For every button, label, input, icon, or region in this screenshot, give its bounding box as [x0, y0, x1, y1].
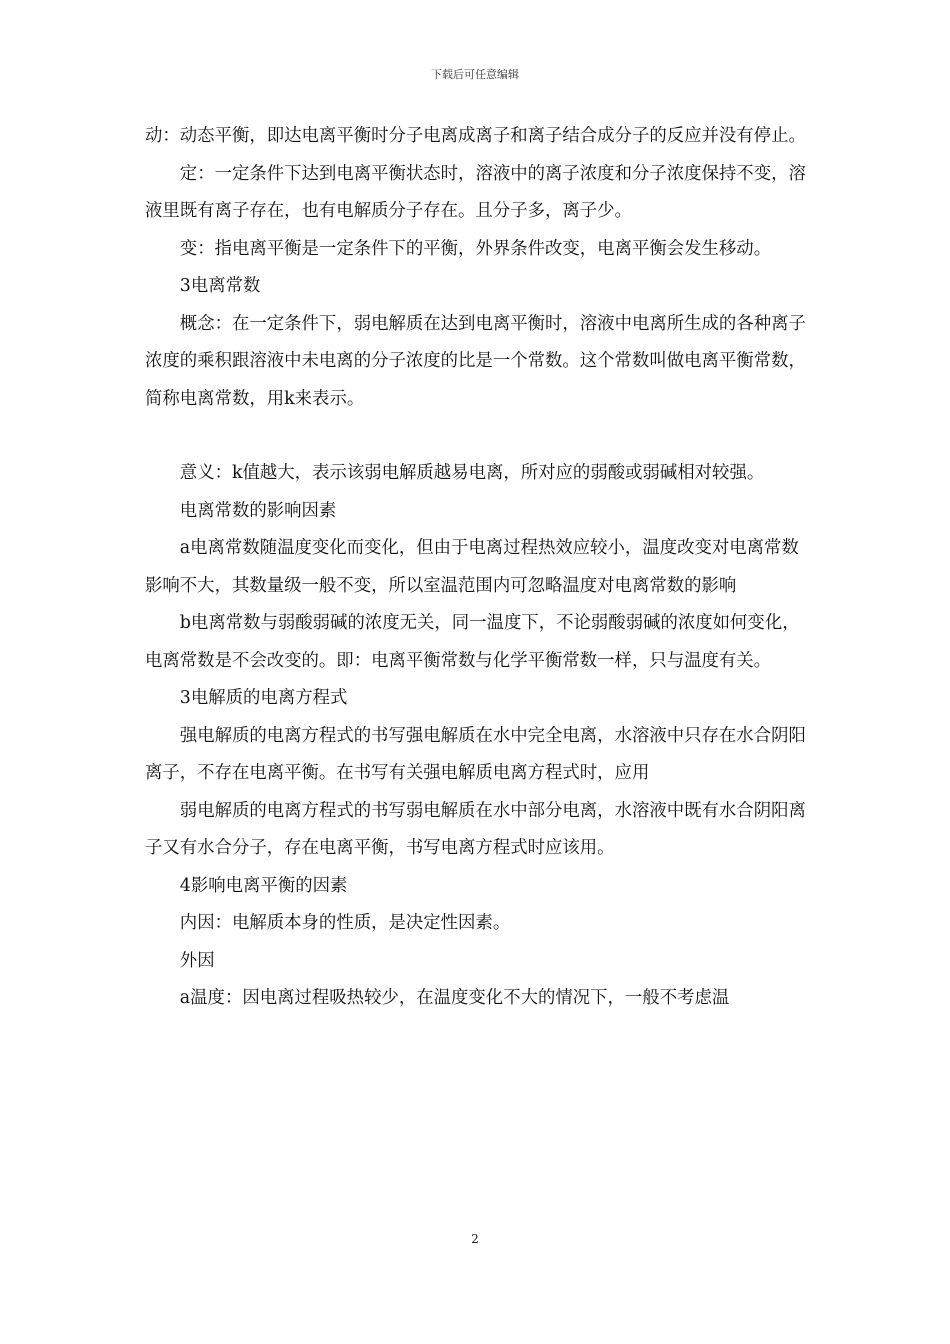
paragraph-dong: 动：动态平衡，即达电离平衡时分子电离成离子和离子结合成分子的反应并没有停止。: [145, 126, 806, 146]
paragraph-factor-b: b电离常数与弱酸弱碱的浓度无关，同一温度下，不论弱酸弱碱的浓度如何变化，电离常数是不会改变的。即：电离平衡常数与化学平衡常数一样，只与温度有关。: [145, 613, 800, 671]
section-heading-ionization-equation: 3电解质的电离方程式: [179, 688, 348, 708]
paragraph-meaning: 意义：k值越大，表示该弱电解质越易电离，所对应的弱酸或弱碱相对较强。: [179, 463, 765, 483]
paragraph-weak-electrolyte: 弱电解质的电离方程式的书写弱电解质在水中部分电离，水溶液中既有水合阴阳离子又有水合分子，存在电离平衡，书写电离方程式时应该用。: [145, 800, 806, 858]
paragraph-internal-factor: 内因：电解质本身的性质，是决定性因素。: [179, 913, 511, 933]
body-text: [145, 118, 810, 1018]
page-number: 2: [471, 1232, 479, 1246]
paragraph-temperature: a温度：因电离过程吸热较少，在温度变化不大的情况下，一般不考虑温: [179, 988, 730, 1008]
paragraph-strong-electrolyte: 强电解质的电离方程式的书写强电解质在水中完全电离，水溶液中只存在水合阴阳离子，不存在电离平衡。在书写有关强电解质电离方程式时，应用: [145, 725, 806, 783]
paragraph-ding: 定：一定条件下达到电离平衡状态时，溶液中的离子浓度和分子浓度保持不变，溶液里既有离子存在，也有电解质分子存在。且分子多，离子少。: [145, 163, 806, 221]
paragraph-factor-a: a电离常数随温度变化而变化，但由于电离过程热效应较小，温度改变对电离常数影响不大，其数量级一般不变，所以室温范围内可忽略温度对电离常数的影响: [145, 538, 799, 596]
subheading-influencing-factors: 电离常数的影响因素: [179, 500, 337, 521]
section-heading-equilibrium-factors: 4影响电离平衡的因素: [179, 875, 348, 896]
paragraph-external-factor: 外因: [179, 950, 215, 971]
paragraph-bian: 变：指电离平衡是一定条件下的平衡，外界条件改变，电离平衡会发生移动。: [179, 238, 772, 259]
paragraph-concept: 概念：在一定条件下，弱电解质在达到电离平衡时，溶液中电离所生成的各种离子浓度的乘积跟溶液中未电离的分子浓度的比是一个常数。这个常数叫做电离平衡常数，简称电离常数，用k来表示。: [145, 313, 806, 409]
page-header: 下载后可任意编辑: [431, 68, 519, 81]
section-heading-ionization-constant: 3电离常数: [179, 276, 261, 296]
